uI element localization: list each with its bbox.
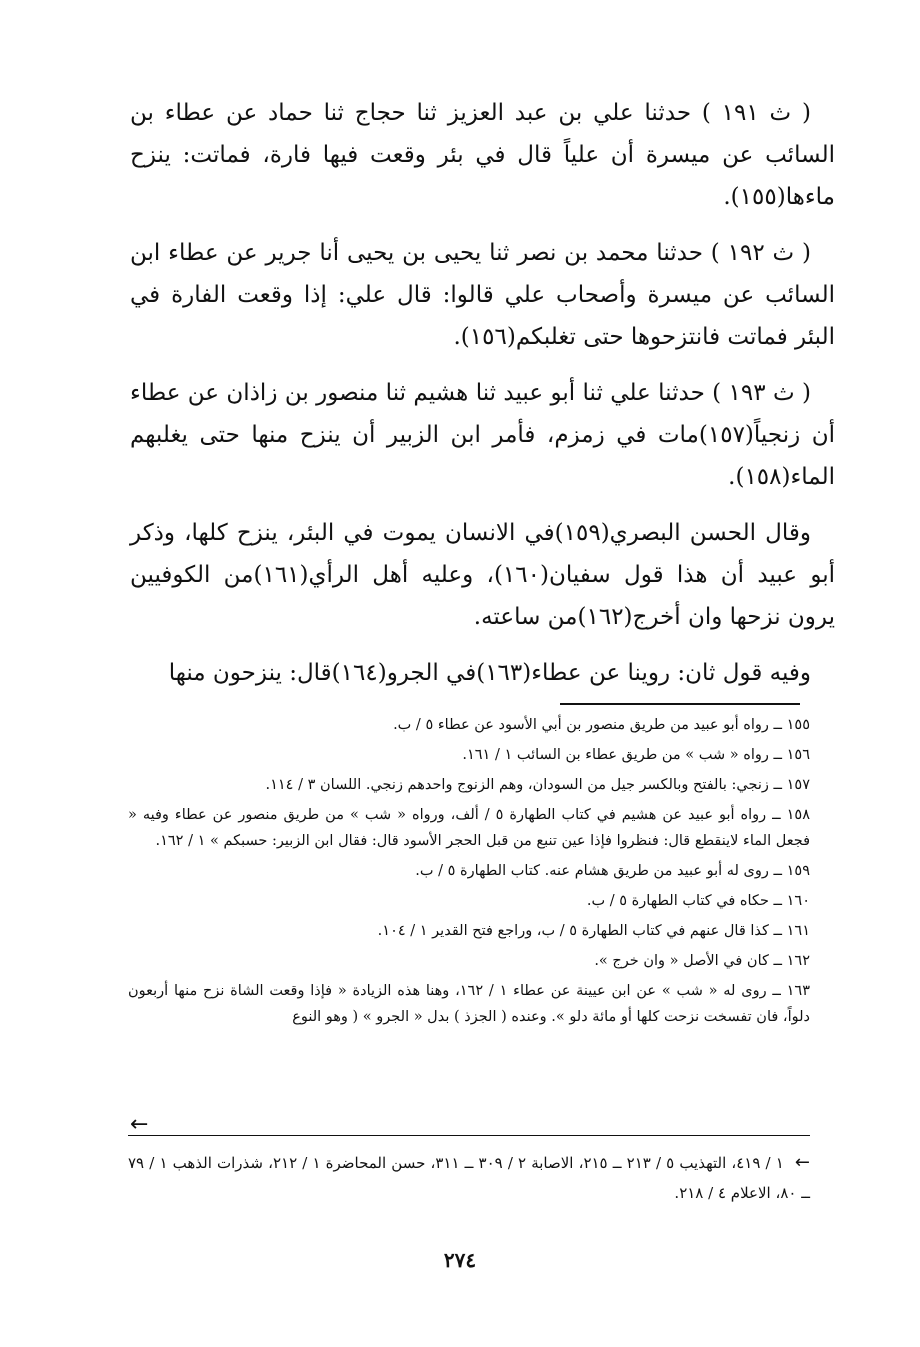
continued-from-arrow-icon: ← [794,1152,811,1173]
footnote-161: ١٦١ ــ كذا قال عنهم في كتاب الطهارة ٥ / ب، وراجع فتح القدير ١ / ١٠٤. [377,923,810,939]
continuation-arrow-icon: ← [130,1112,149,1137]
footnote-159: ١٥٩ ــ روى له أبو عبيد من طريق هشام عنه. كتاب الطهارة ٥ / ب. [415,863,810,879]
footnote-158: ١٥٨ ــ رواه أبو عبيد عن هشيم في كتاب الطهارة ٥ / ألف، ورواه « شب » من طريق منصور عن عطاء وفيه « فجعل الماء لاينقطع قال: فنظروا فإذا عين تنبع من قبل الحجر الأسود قال: فقال ابن الزبير: حسبكم » ١ / ١٦٢. [128,807,811,849]
paragraph-athar-191: ( ث ١٩١ ) حدثنا علي بن عبد العزيز ثنا حجاج ثنا حماد عن عطاء بن السائب عن ميسرة أن علياً قال في بئر وقعت فيها فارة، فماتت: ينزح ماءها(١٥٥). [130,100,835,210]
bio-separator [128,1135,810,1136]
page-number: ٢٧٤ [443,1248,477,1272]
footnote-157: ١٥٧ ــ زنجي: بالفتح وبالكسر جيل من السودان، وهم الزنوج واحدهم زنجي. اللسان ٣ / ١١٤. [265,777,810,793]
footnotes [128,712,810,1034]
main-text [130,92,835,694]
footnote-155: ١٥٥ ــ رواه أبو عبيد من طريق منصور بن أبي الأسود عن عطاء ٥ / ب. [393,717,810,733]
biography-note [128,1148,810,1208]
paragraph-hasan-basri: وقال الحسن البصري(١٥٩)في الانسان يموت في البئر، ينزح كلها، وذكر أبو عبيد أن هذا قول سفيان(١٦٠)، وعليه أهل الرأي(١٦١)من الكوفيين يرون نزحها وان أخرج(١٦٢)من ساعته. [130,520,835,630]
footnote-160: ١٦٠ ــ حكاه في كتاب الطهارة ٥ / ب. [586,893,810,909]
footnote-162: ١٦٢ ــ كان في الأصل « وان خرج ». [594,953,810,969]
paragraph-athar-192: ( ث ١٩٢ ) حدثنا محمد بن نصر ثنا يحيى بن يحيى أنا جرير عن عطاء ابن السائب عن ميسرة وأصحاب علي قالوا: قال علي: إذا وقعت الفارة في البئر فماتت فانتزحوها حتى تغلبكم(١٥٦). [130,240,835,350]
paragraph-athar-193: ( ث ١٩٣ ) حدثنا علي ثنا أبو عبيد ثنا هشيم ثنا منصور بن زاذان عن عطاء أن زنجياً(١٥٧)مات في زمزم، فأمر ابن الزبير أن ينزح منها حتى يغلبهم الماء(١٥٨). [130,380,835,490]
footnote-156: ١٥٦ ــ رواه « شب » من طريق عطاء بن السائب ١ / ١٦١. [462,747,810,763]
biography-note-text: ١ / ٤١٩، التهذيب ٥ / ٢١٣ ــ ٢١٥، الاصابة ٢ / ٣٠٩ ــ ٣١١، حسن المحاضرة ١ / ٢١٢، شذرات الذهب ١ / ٧٩ ــ ٨٠، الاعلام ٤ / ٢١٨. [128,1154,810,1202]
footnote-163: ١٦٣ ــ روى له « شب » عن ابن عيينة عن عطاء ١ / ١٦٢، وهنا هذه الزيادة « فإذا وقعت الشاة نزح منها أربعون دلواً، فان تفسخت نزحت كلها أو مائة دلو ». وعنده ( الجزذ ) بدل « الجرو » ( وهو النوع [128,983,810,1025]
footnote-separator [560,703,800,705]
paragraph-second-opinion: وفيه قول ثان: روينا عن عطاء(١٦٣)في الجرو(١٦٤)قال: ينزحون منها [168,660,811,686]
